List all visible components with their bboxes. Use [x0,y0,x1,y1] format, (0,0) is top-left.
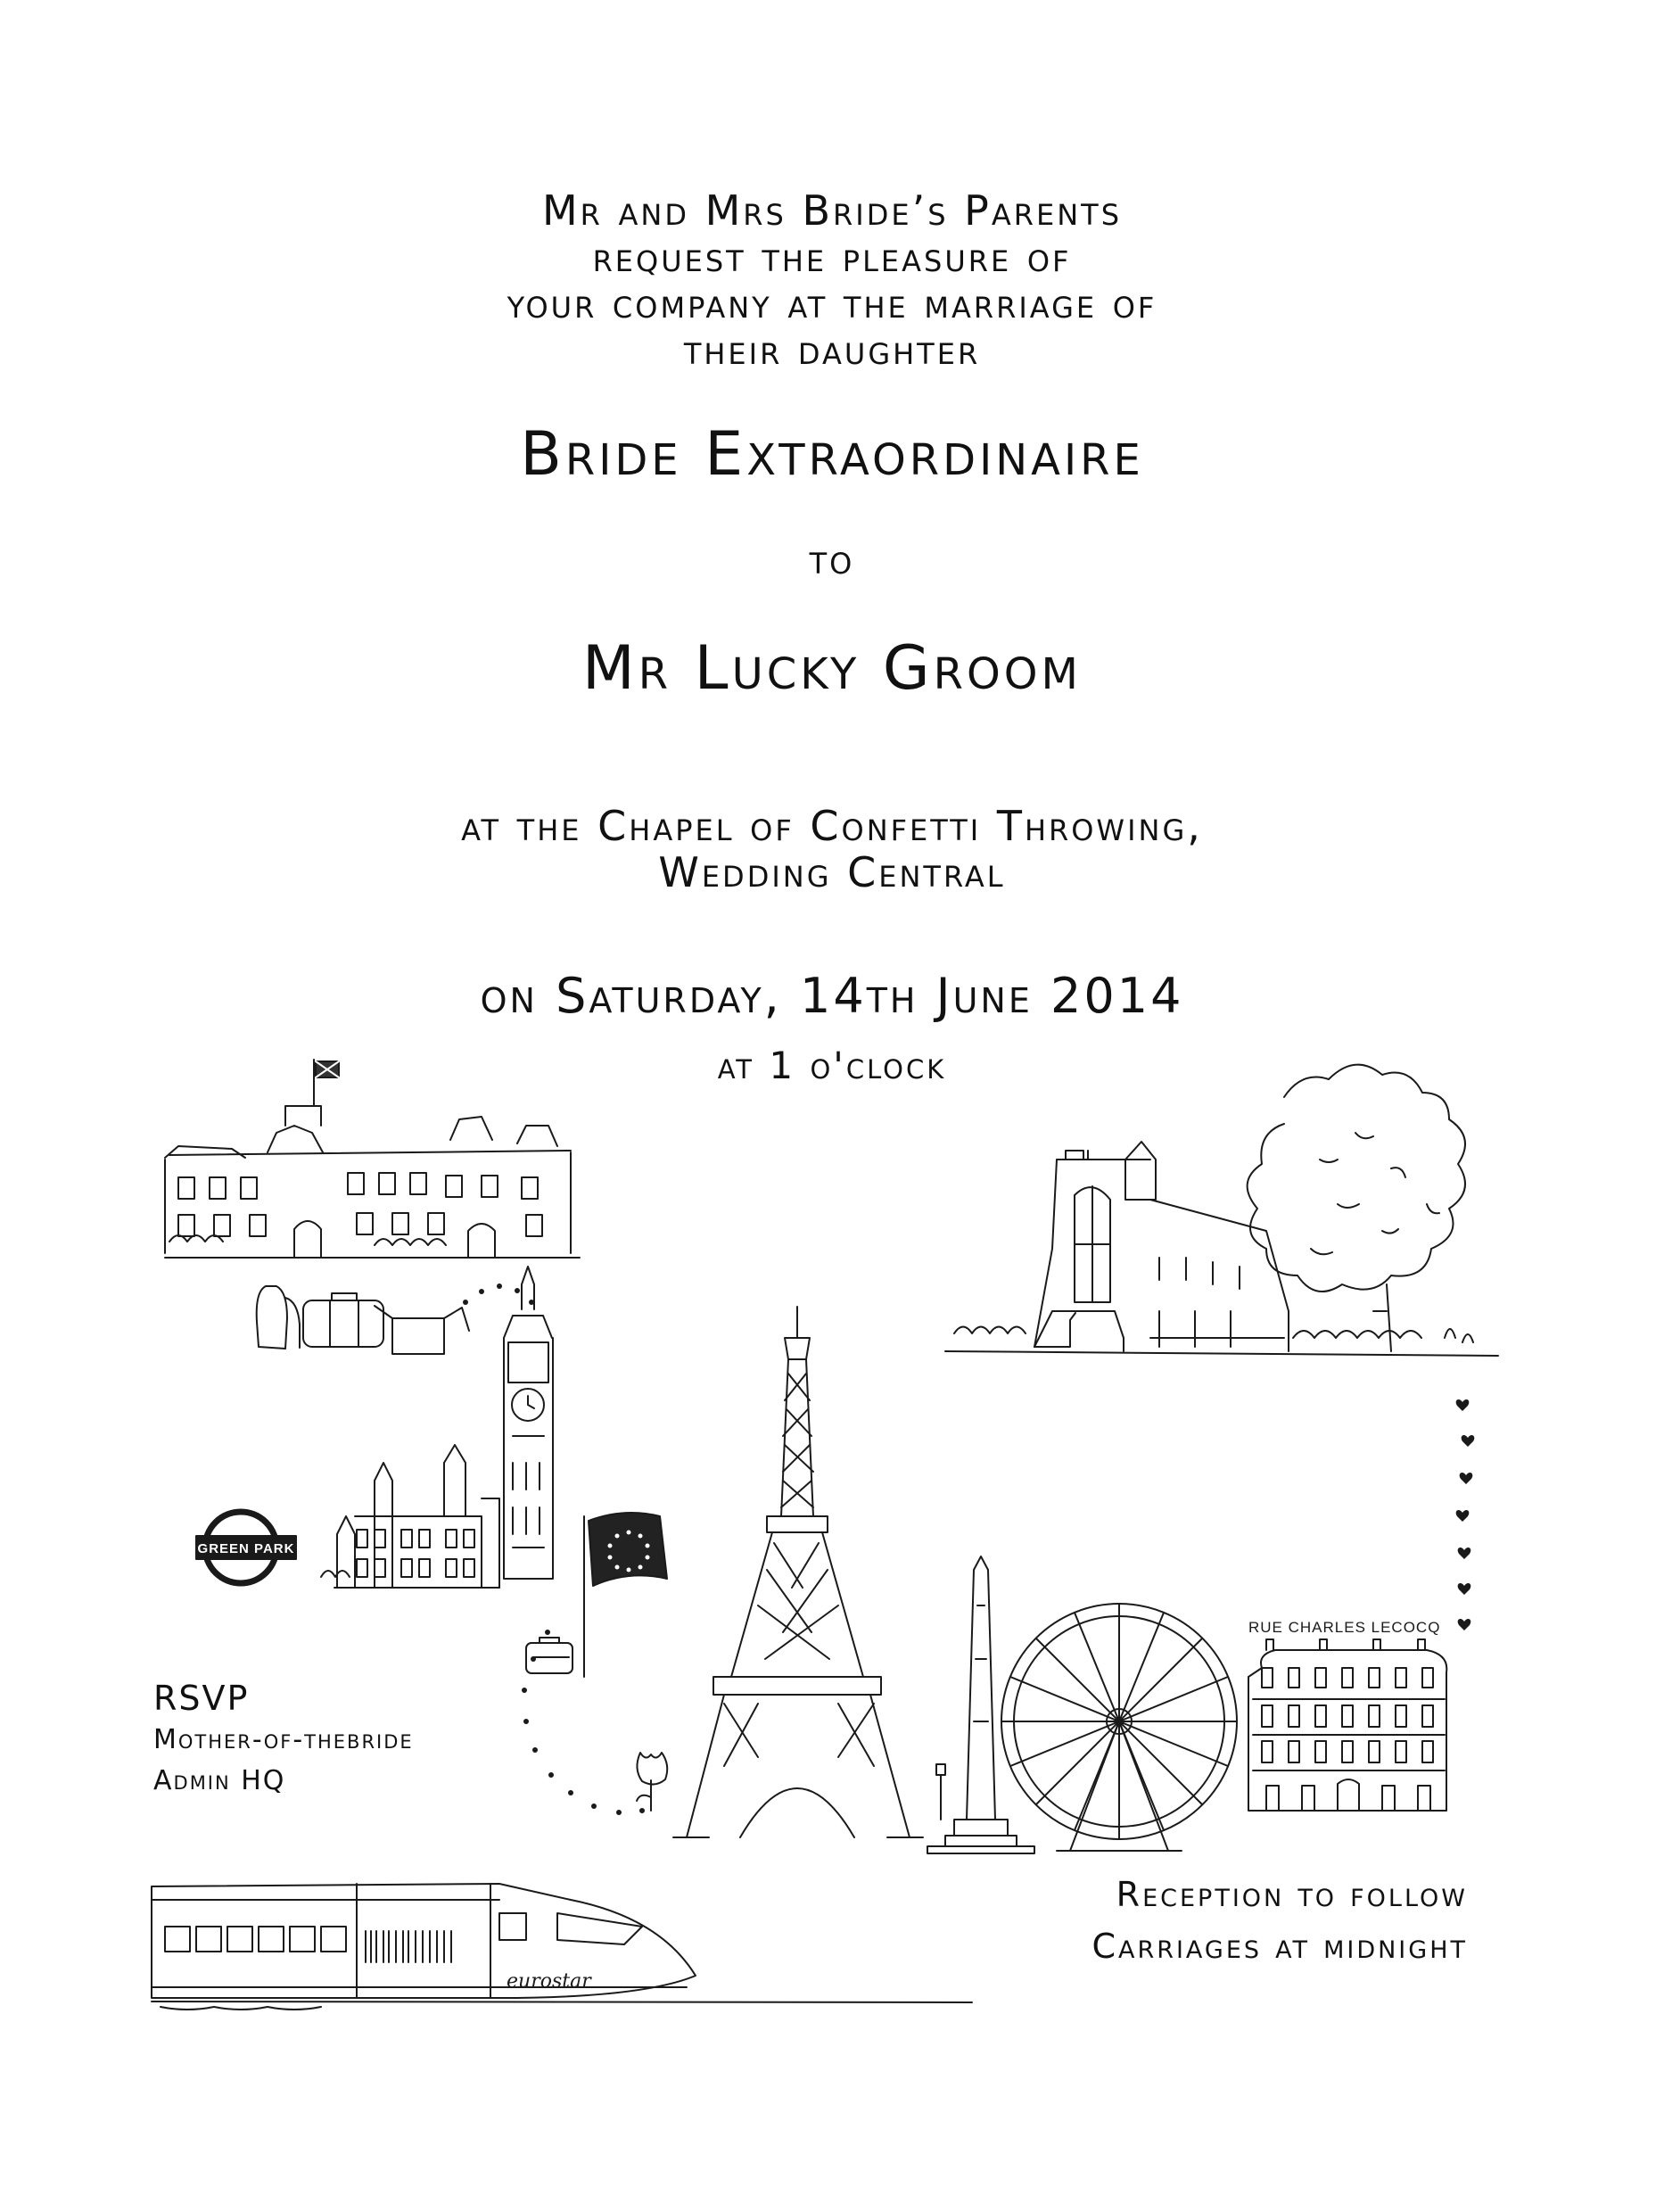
hosts-line: your company at the marriage of [507,279,1157,327]
wedding-date: on Saturday, 14th June 2014 [480,968,1184,1024]
hosts-line: request the pleasure of [592,233,1072,281]
suitcase-icon [257,1286,469,1354]
country-house-icon [165,1060,580,1258]
eu-flag-icon [526,1513,667,1677]
hosts-line: their daughter [683,326,981,374]
obelisk-icon [927,1556,1034,1853]
venue-line: at the Chapel of Confetti Throwing, [461,802,1203,850]
street-sign-text: RUE CHARLES LECOCQ [1248,1619,1441,1636]
tube-sign-text: GREEN PARK [197,1541,295,1556]
train-brand-text: eurostar [507,1970,591,1993]
footer-line: Carriages at midnight [1091,1927,1468,1966]
eiffel-tower-icon [673,1307,923,1837]
rsvp-title: RSVP [153,1679,250,1718]
ferris-wheel-icon [1001,1604,1237,1851]
groom-name: Mr Lucky Groom [582,633,1082,704]
venue-line: Wedding Central [658,848,1006,896]
hosts-line: Mr and Mrs Bride’s Parents [541,186,1123,235]
heart-icon [1456,1399,1475,1630]
chapel-icon [1034,1142,1289,1351]
rsvp-line: Admin HQ [153,1765,286,1796]
footer-line: Reception to follow [1116,1875,1468,1914]
tree-icon [945,1065,1498,1356]
eurostar-train-icon [152,1884,972,2010]
parliament-icon [321,1445,499,1588]
connector-to: to [809,535,855,583]
bride-name: Bride Extraordinaire [520,419,1144,490]
rsvp-line: Mother-of-thebride [153,1724,414,1755]
london-underground-roundel-icon [196,1512,296,1583]
wedding-time: at 1 o'clock [717,1044,947,1087]
big-ben-icon [504,1267,553,1579]
street-sign [1248,1619,1440,1636]
paris-building-icon [1248,1639,1446,1811]
tulip-icon [637,1753,667,1811]
